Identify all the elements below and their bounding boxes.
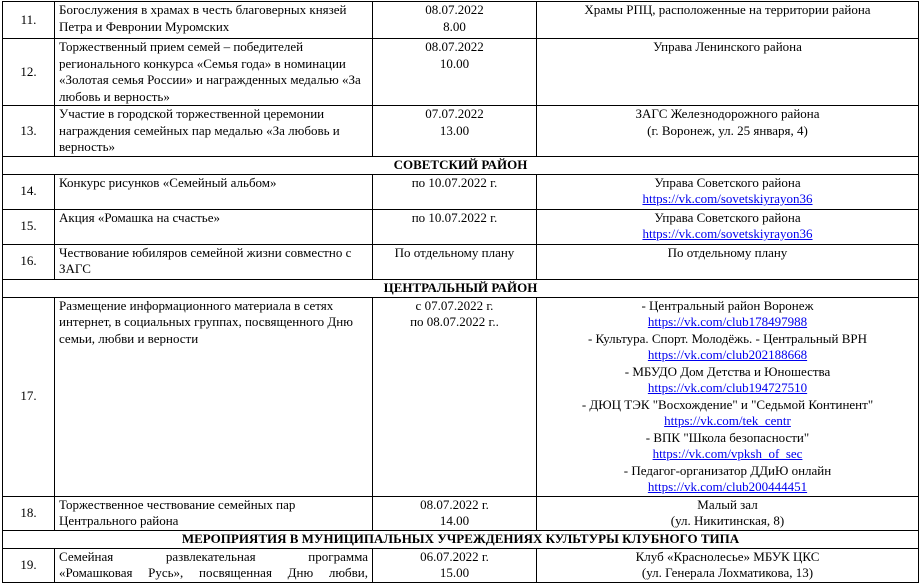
time-line: 8.00 bbox=[443, 18, 466, 34]
time-line: 15.00 bbox=[439, 565, 470, 580]
vk-link[interactable]: https://vk.com/tek_centr bbox=[664, 413, 791, 428]
place-address: (ул. Никитинская, 8) bbox=[670, 513, 785, 528]
time-line: 14.00 bbox=[439, 513, 470, 528]
vk-link[interactable]: https://vk.com/club200444451 bbox=[647, 479, 808, 494]
table-row-19 bbox=[3, 548, 919, 582]
date-cell bbox=[373, 2, 537, 39]
event-cell: Чествование юбиляров семейной жизни совместно с ЗАГС bbox=[55, 244, 373, 279]
group-name: - Культура. Спорт. Молодёжь. - Центральный ВРН bbox=[587, 330, 868, 346]
date-cell: по 10.07.2022 г. bbox=[373, 209, 537, 244]
date-cell: по 10.07.2022 г. bbox=[373, 174, 537, 209]
date-cell bbox=[373, 39, 537, 106]
groups-cell bbox=[537, 297, 919, 496]
section-row-sovetsky bbox=[3, 156, 919, 174]
place-cell bbox=[537, 548, 919, 582]
place-cell bbox=[537, 106, 919, 157]
vk-link[interactable]: https://vk.com/club194727510 bbox=[647, 380, 808, 395]
row-number: 11. bbox=[3, 2, 55, 39]
place-address: (ул. Генерала Лохматикова, 13) bbox=[641, 565, 814, 580]
place-name: Управа Советского района bbox=[654, 209, 801, 225]
group-name: - МБУДО Дом Детства и Юношества bbox=[624, 363, 831, 379]
vk-link[interactable]: https://vk.com/vpksh_of_sec bbox=[652, 446, 803, 461]
row-number: 16. bbox=[3, 244, 55, 279]
section-row-culture bbox=[3, 530, 919, 548]
table-row-16 bbox=[3, 244, 919, 279]
table-row-14 bbox=[3, 174, 919, 209]
date-to: по 08.07.2022 г.. bbox=[410, 314, 499, 329]
date-cell bbox=[373, 496, 537, 530]
place-name: ЗАГС Железнодорожного района bbox=[635, 106, 820, 121]
event-cell: Размещение информационного материала в сетях интернет, в социальных группах, посвященного Дню семьи, любви и верности bbox=[55, 297, 373, 496]
time-line: 10.00 bbox=[439, 55, 470, 71]
date-cell bbox=[373, 548, 537, 582]
table-row-13 bbox=[3, 106, 919, 157]
place-cell: Управа Ленинского района bbox=[537, 39, 919, 106]
event-cell: Акция «Ромашка на счастье» bbox=[55, 209, 373, 244]
row-number: 13. bbox=[3, 106, 55, 157]
vk-link[interactable]: https://vk.com/sovetskiyrayon36 bbox=[642, 191, 813, 206]
place-cell: По отдельному плану bbox=[537, 244, 919, 279]
table-row-17 bbox=[3, 297, 919, 496]
place-cell bbox=[537, 496, 919, 530]
table-row-18 bbox=[3, 496, 919, 530]
table-row-11 bbox=[3, 2, 919, 39]
section-row-centralny bbox=[3, 279, 919, 297]
events-table bbox=[2, 1, 919, 583]
place-name: Управа Советского района bbox=[654, 174, 801, 190]
section-heading: МЕРОПРИЯТИЯ В МУНИЦИПАЛЬНЫХ УЧРЕЖДЕНИЯХ КУЛЬТУРЫ КЛУБНОГО ТИПА bbox=[3, 530, 919, 548]
row-number: 17. bbox=[3, 297, 55, 496]
row-number: 18. bbox=[3, 496, 55, 530]
place-cell bbox=[537, 174, 919, 209]
place-address: (г. Воронеж, ул. 25 января, 4) bbox=[647, 122, 808, 138]
vk-link[interactable]: https://vk.com/club202188668 bbox=[647, 347, 808, 362]
place-name: Малый зал bbox=[697, 496, 758, 512]
event-cell: Торжественное чествование семейных пар Центрального района bbox=[55, 496, 373, 530]
group-name: - ВПК "Школа безопасности" bbox=[645, 429, 810, 445]
date-cell bbox=[373, 297, 537, 496]
section-heading: СОВЕТСКИЙ РАЙОН bbox=[3, 156, 919, 174]
event-cell: Конкурс рисунков «Семейный альбом» bbox=[55, 174, 373, 209]
place-cell: Храмы РПЦ, расположенные на территории района bbox=[537, 2, 919, 39]
event-cell: Торжественный прием семей – победителей регионального конкурса «Семья года» в номинации «Золотая семья России» и награжденных медалью «За любовь и верность» bbox=[55, 39, 373, 106]
group-name: - ДЮЦ ТЭК "Восхождение" и "Седьмой Континент" bbox=[581, 396, 874, 412]
date-line: 08.07.2022 г. bbox=[420, 496, 489, 512]
table-row-12 bbox=[3, 39, 919, 106]
vk-link[interactable]: https://vk.com/club178497988 bbox=[647, 314, 808, 329]
event-cell: Богослужения в храмах в честь благоверных князей Петра и Февронии Муромских bbox=[55, 2, 373, 39]
date-cell: По отдельному плану bbox=[373, 244, 537, 279]
section-heading: ЦЕНТРАЛЬНЫЙ РАЙОН bbox=[3, 279, 919, 297]
date-from: с 07.07.2022 г. bbox=[415, 297, 494, 313]
event-line: «Ромашковая Русь», посвященная Дню любви, bbox=[59, 565, 368, 580]
group-name: - Педагог-организатор ДДиЮ онлайн bbox=[623, 462, 832, 478]
time-line: 13.00 bbox=[439, 122, 470, 138]
group-name: - Центральный район Воронеж bbox=[641, 297, 814, 313]
event-cell bbox=[55, 548, 373, 582]
row-number: 15. bbox=[3, 209, 55, 244]
date-line: 08.07.2022 bbox=[425, 2, 484, 17]
row-number: 12. bbox=[3, 39, 55, 106]
date-line: 07.07.2022 bbox=[425, 106, 484, 121]
date-cell bbox=[373, 106, 537, 157]
row-number: 19. bbox=[3, 548, 55, 582]
date-line: 06.07.2022 г. bbox=[420, 548, 489, 564]
vk-link[interactable]: https://vk.com/sovetskiyrayon36 bbox=[642, 226, 813, 241]
table-row-15 bbox=[3, 209, 919, 244]
event-line: Семейная развлекательная программа bbox=[59, 548, 368, 564]
place-name: Клуб «Краснолесье» МБУК ЦКС bbox=[635, 548, 820, 564]
event-cell: Участие в городской торжественной церемонии награждения семейных пар медалью «За любовь и верность» bbox=[55, 106, 373, 157]
place-cell bbox=[537, 209, 919, 244]
row-number: 14. bbox=[3, 174, 55, 209]
date-line: 08.07.2022 bbox=[425, 39, 484, 54]
